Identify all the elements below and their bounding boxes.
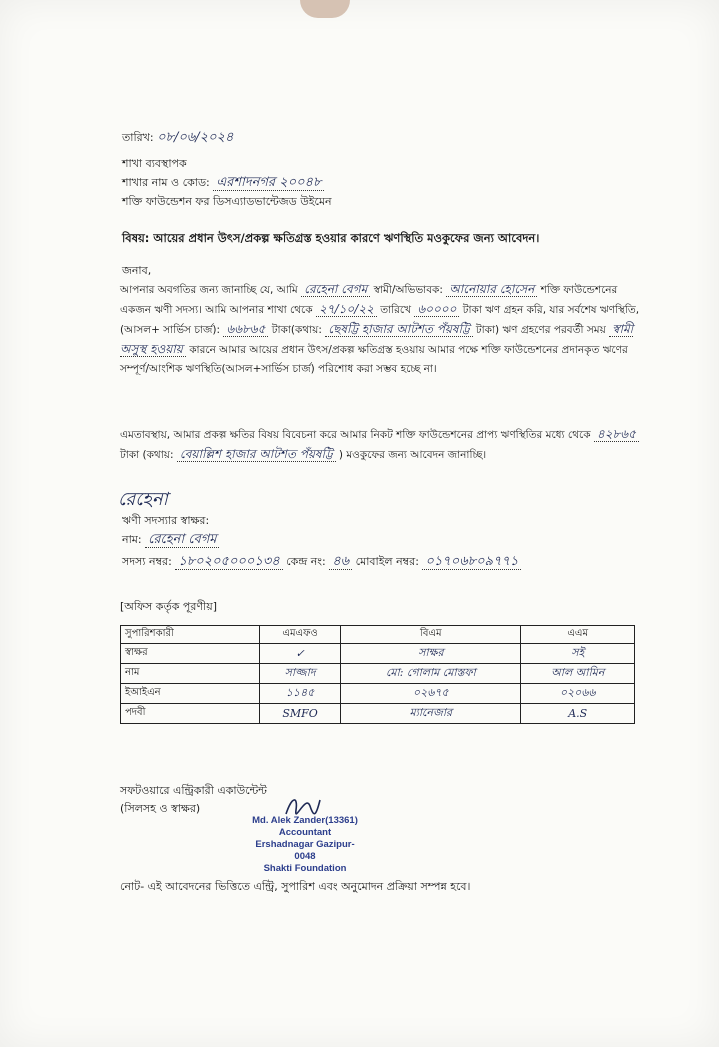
table-row (121, 704, 635, 724)
cause-hand: স্বামী অসুস্থ হওয়ায় (120, 322, 634, 356)
cell-value: আল আমিন (521, 664, 635, 684)
cell-value: ম্যানেজার (341, 704, 521, 724)
footer-note: নোট- এই আবেদনের ভিত্তিতে এন্ট্রি, সুপারিশ এবং অনুমোদন প্রক্রিয়া সম্পন্ন হবে। (120, 880, 471, 893)
stamp-line: Md. Alek Zander(13361) (252, 815, 358, 826)
stamp-line: Shakti Foundation (263, 863, 347, 874)
branch-line (122, 173, 324, 194)
header-cell: বিএম (341, 626, 521, 644)
cell-value: সাজ্জাদ (260, 664, 341, 684)
paragraph-2 (120, 425, 640, 465)
branch-label: শাখার নাম ও কোড: (122, 176, 210, 189)
row-label: পদবী (121, 704, 260, 724)
office-heading: [অফিস কর্তৃক পূরণীয়] (120, 600, 217, 613)
p2-text-3: ) মওকুফের জন্য আবেদন জানাচ্ছি। (338, 449, 487, 461)
cell-value: মো: গোলাম মোস্তফা (341, 664, 521, 684)
member-signature: রেহেনা (118, 489, 168, 510)
p2-text-2: টাকা (কথায়: (120, 449, 174, 461)
stamp-line: Ershadnagar Gazipur-0048 (255, 839, 355, 862)
table-row (121, 684, 635, 704)
header-cell: সুপারিশকারী (121, 626, 260, 644)
office-header-row (121, 626, 635, 644)
table-row (121, 644, 635, 664)
accountant-line-1: সফটওয়ারে এন্ট্রিকারী একাউন্টেন্ট (120, 784, 267, 797)
cell-value: ✓ (260, 644, 341, 664)
p1-text-2: স্বামী/অভিভাবক: (373, 284, 443, 296)
office-table (120, 625, 635, 724)
member-name-hand: রেহেনা বেগম (301, 282, 370, 297)
stamp-line: Accountant (278, 827, 332, 838)
row-label: স্বাক্ষর (121, 644, 260, 664)
header-cell: এএম (521, 626, 635, 644)
accountant-line-2: (সিলসহ ও স্বাক্ষর) (120, 802, 201, 815)
cell-value: ০২০৬৬ (521, 684, 635, 704)
balance-hand: ৬৬৮৬৫ (223, 322, 268, 337)
paragraph-1 (120, 280, 640, 379)
center-label: কেন্দ্র নং: (286, 555, 326, 568)
name-value: রেহেনা বেগম (145, 532, 219, 548)
member-value: ১৮০২০৫০০০১৩৪ (175, 554, 282, 570)
member-label: সদস্য নম্বর: (122, 555, 172, 568)
center-value: ৪৬ (329, 554, 352, 570)
branch-value: এরশাদনগর ২০০৪৮ (213, 175, 324, 191)
mobile-label: মোবাইল নম্বর: (355, 555, 419, 568)
salutation: জনাব, (122, 264, 152, 277)
name-line (122, 530, 219, 551)
name-label: নাম: (122, 533, 142, 546)
row-label: ইআইএন (121, 684, 260, 704)
subject-line: বিষয়: আয়ের প্রধান উৎস/প্রকল্প ক্ষতিগ্রস্ত হওয়ার কারণে ঋণস্থিতি মওকুফের জন্য আবেদন। (122, 231, 540, 245)
p1-text-3: শক্তি ফাউন্ডেশনের একজন ঋণী সদস্য। আমি আপনার শাখা থেকে (120, 284, 618, 316)
p1-text-7: টাকা) ঋণ গ্রহণের পরবর্তী সময় (475, 324, 606, 336)
p1-text-5: টাকা ঋণ গ্রহন করি, যার সর্বশেষ ঋণস্থিতি, (আসল+ সার্ভিস চার্জ): (120, 304, 640, 336)
loan-amount-hand: ৬০০০০ (414, 302, 459, 317)
date-value: ০৮/০৬/২০২৪ (157, 130, 234, 145)
member-info-line (122, 552, 521, 573)
org-line: শক্তি ফাউন্ডেশন ফর ডিসএ্যাডভান্টেজড উইমেন (122, 195, 332, 208)
cell-value: সাক্ষর (341, 644, 521, 664)
signature-label: ঋণী সদস্যার স্বাক্ষর: (122, 514, 210, 527)
guardian-name-hand: আনোয়ার হোসেন (446, 282, 537, 297)
accountant-stamp (245, 815, 365, 875)
cell-value: SMFO (260, 704, 341, 724)
date-line (122, 128, 233, 149)
row-label: নাম (121, 664, 260, 684)
p1-text-4: তারিখে (380, 304, 412, 316)
cell-value: ০২৬৭৫ (341, 684, 521, 704)
mobile-value: ০১৭০৬৮০৯৭৭১ (422, 554, 521, 570)
waiver-amount-hand: ৪২৮৬৫ (594, 427, 639, 442)
header-cell: এমএফও (260, 626, 341, 644)
addressee-line: শাখা ব্যবস্থাপক (122, 157, 187, 170)
cell-value: সই (521, 644, 635, 664)
waiver-words-hand: বেয়াল্লিশ হাজার আটশত পঁয়ষট্টি (177, 447, 336, 462)
table-row (121, 664, 635, 684)
loan-date-hand: ২৭/১০/২২ (316, 302, 377, 317)
p1-text-1: আপনার অবগতির জন্য জানাচ্ছি যে, আমি (120, 284, 298, 296)
date-label: তারিখ: (122, 131, 154, 144)
p1-text-6: টাকা(কথায়: (271, 324, 322, 336)
cell-value: ১১৪৫ (260, 684, 341, 704)
balance-words-hand: ছেষট্টি হাজার আটশত পঁয়ষট্টি (325, 322, 472, 337)
p2-text-1: এমতাবস্থায়, আমার প্রকল্প ক্ষতির বিষয় বিবেচনা করে আমার নিকট শক্তি ফাউন্ডেশনের প্রাপ্য ঋণস্থিতির মধ্যে থেকে (120, 429, 591, 441)
p1-text-8: কারনে আমার আয়ের প্রধান উৎস/প্রকল্প ক্ষতিগ্রস্ত হওয়ায় আমার পক্ষে শক্তি ফাউন্ডেশনের প্রদানকৃত ঋণের সম্পূর্ণ/আংশিক ঋণস্থিতি(আসল+সার্ভিস চার্জ) পরিশোধ করা সম্ভব হচ্ছে না। (120, 344, 628, 375)
cell-value: A.S (521, 704, 635, 724)
